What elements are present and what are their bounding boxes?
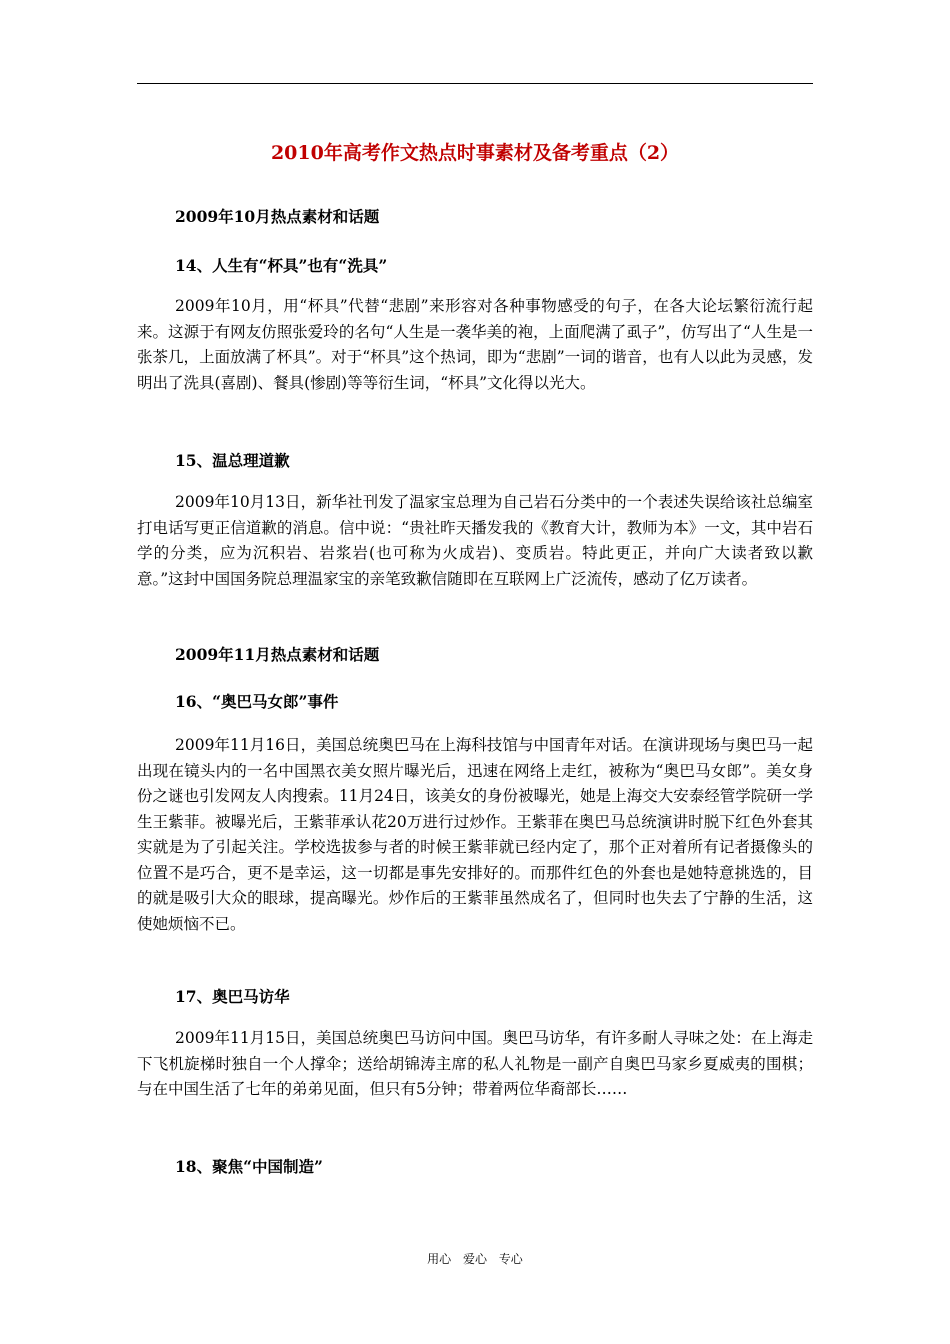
section-paragraph: 2009年11月15日，美国总统奥巴马访问中国。奥巴马访华，有许多耐人寻味之处：在上海走下飞机旋梯时独自一个人撑伞；送给胡锦涛主席的私人礼物是一副产自奥巴马家乡夏威夷的围棋；与在中国生活了七年的弟弟见面，但只有5分钟；带着两位华裔部长……	[137, 1029, 813, 1098]
section-heading: 14、人生有“杯具”也有“洗具”	[175, 256, 388, 275]
section-paragraph: 2009年11月16日，美国总统奥巴马在上海科技馆与中国青年对话。在演讲现场与奥巴马一起出现在镜头内的一名中国黑衣美女照片曝光后，迅速在网络上走红，被称为“奥巴马女郎”。美女身份之谜也引发网友人肉搜索。11月24日，该美女的身份被曝光，她是上海交大安泰经管学院研一学生王紫菲。被曝光后，王紫菲承认花20万进行过炒作。王紫菲在奥巴马总统演讲时脱下红色外套其实就是为了引起关注。学校选拔参与者的时候王紫菲就已经内定了，那个正对着所有记者摄像头的位置不是巧合，更不是幸运，这一切都是事先安排好的。而那件红色的外套也是她特意挑选的，目的就是吸引大众的眼球，提高曝光。炒作后的王紫菲虽然成名了，但同时也失去了宁静的生活，这使她烦恼不已。	[137, 736, 813, 933]
section-heading: 16、“奥巴马女郎”事件	[175, 692, 339, 711]
section-heading: 17、奥巴马访华	[175, 987, 290, 1006]
section-heading: 15、温总理道歉	[175, 451, 290, 470]
section-heading: 2009年11月热点素材和话题	[175, 645, 380, 664]
page-footer: 用心 爱心 专心	[427, 1252, 523, 1266]
document-title: 2010年高考作文热点时事素材及备考重点（2）	[270, 142, 680, 164]
section-heading: 18、聚焦“中国制造”	[175, 1157, 323, 1176]
section-paragraph: 2009年10月，用“杯具”代替“悲剧”来形容对各种事物感受的句子，在各大论坛繁衍流行起来。这源于有网友仿照张爱玲的名句“人生是一袭华美的袍，上面爬满了虱子”，仿写出了“人生是一张茶几，上面放满了杯具”。对于“杯具”这个热词，即为“悲剧”一词的谐音，也有人以此为灵感，发明出了洗具(喜剧)、餐具(惨剧)等等衍生词，“杯具”文化得以光大。	[137, 297, 813, 392]
header-rule	[137, 83, 813, 84]
section-heading: 2009年10月热点素材和话题	[175, 207, 380, 226]
section-paragraph: 2009年10月13日，新华社刊发了温家宝总理为自己岩石分类中的一个表述失误给该社总编室打电话写更正信道歉的消息。信中说：“贵社昨天播发我的《教育大计，教师为本》一文，其中岩石学的分类，应为沉积岩、岩浆岩(也可称为火成岩)、变质岩。特此更正，并向广大读者致以歉意。”这封中国国务院总理温家宝的亲笔致歉信随即在互联网上广泛流传，感动了亿万读者。	[137, 493, 813, 588]
